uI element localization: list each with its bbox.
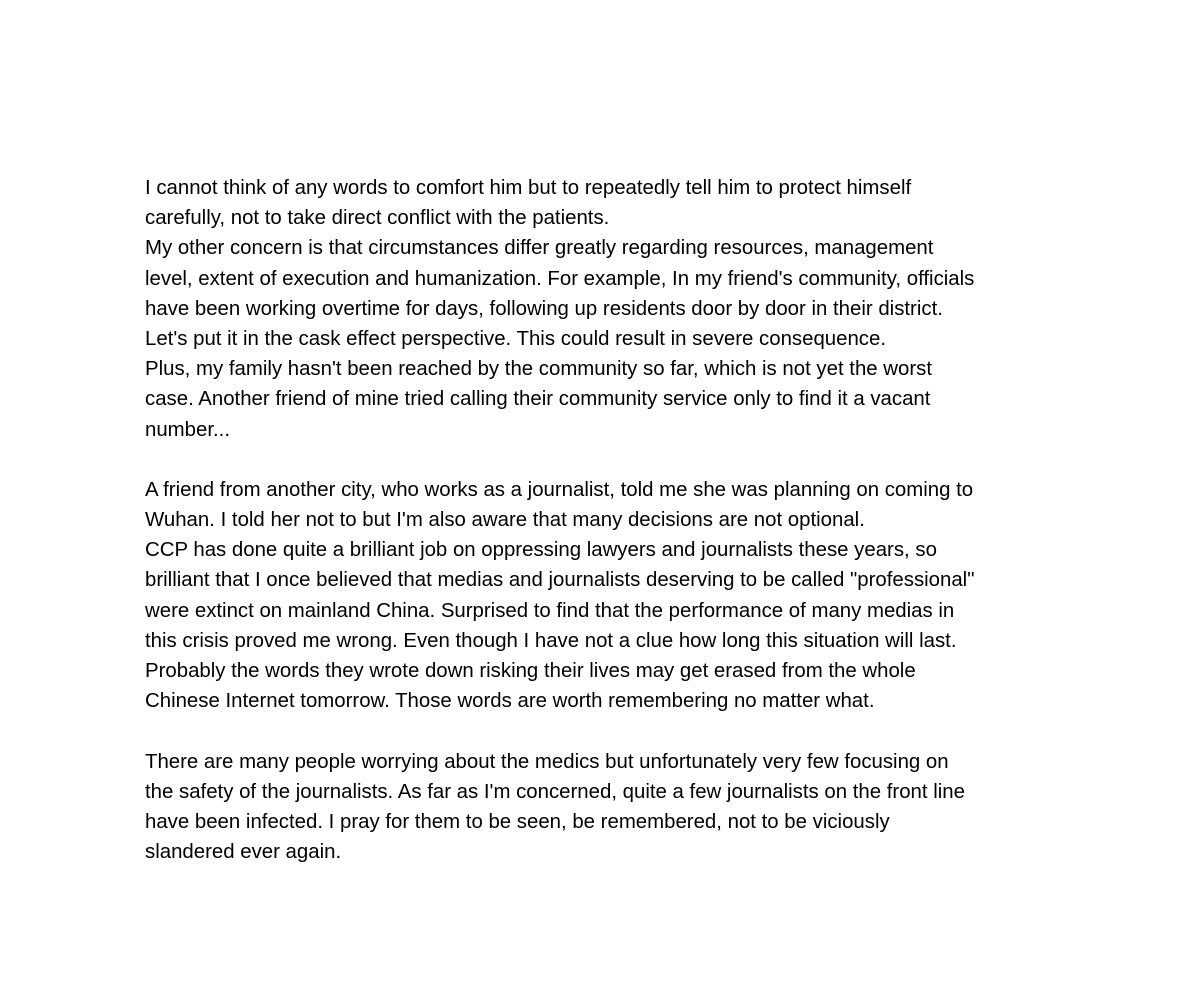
paragraph-1 bbox=[145, 173, 1057, 445]
text-line: My other concern is that circumstances differ greatly regarding resources, management bbox=[145, 237, 934, 260]
paragraph-spacer bbox=[145, 716, 1057, 746]
paragraph-2 bbox=[145, 475, 1057, 717]
text-line: slandered ever again. bbox=[145, 841, 342, 864]
text-line: level, extent of execution and humanization. For example, In my friend's community, officials bbox=[145, 267, 975, 290]
text-line: were extinct on mainland China. Surprised to find that the performance of many medias in bbox=[145, 599, 955, 622]
text-line: Plus, my family hasn't been reached by the community so far, which is not yet the worst bbox=[145, 358, 933, 381]
text-line: A friend from another city, who works as a journalist, told me she was planning on coming to bbox=[145, 478, 974, 501]
text-line: Chinese Internet tomorrow. Those words are worth remembering no matter what. bbox=[145, 690, 875, 713]
text-line: number... bbox=[145, 418, 231, 441]
text-line: CCP has done quite a brilliant job on oppressing lawyers and journalists these years, so bbox=[145, 539, 937, 562]
text-line: carefully, not to take direct conflict with the patients. bbox=[145, 207, 610, 230]
text-line: There are many people worrying about the medics but unfortunately very few focusing on bbox=[145, 750, 949, 773]
paragraph-3 bbox=[145, 747, 1057, 868]
text-line: this crisis proved me wrong. Even though I have not a clue how long this situation will last. bbox=[145, 629, 957, 652]
text-line: have been infected. I pray for them to be seen, be remembered, not to be viciously bbox=[145, 810, 890, 833]
text-line: I cannot think of any words to comfort him but to repeatedly tell him to protect himself bbox=[145, 177, 912, 199]
text-line: case. Another friend of mine tried calling their community service only to find it a vacant bbox=[145, 388, 931, 411]
text-line: brilliant that I once believed that medias and journalists deserving to be called "professional" bbox=[145, 569, 975, 592]
text-line: Wuhan. I told her not to but I'm also aware that many decisions are not optional. bbox=[145, 509, 865, 532]
text-line: Probably the words they wrote down risking their lives may get erased from the whole bbox=[145, 660, 916, 682]
document-body bbox=[145, 173, 1057, 867]
text-line: the safety of the journalists. As far as I'm concerned, quite a few journalists on the front line bbox=[145, 780, 965, 803]
text-line: have been working overtime for days, following up residents door by door in their district. bbox=[145, 297, 943, 320]
text-line: Let's put it in the cask effect perspective. This could result in severe consequence. bbox=[145, 327, 887, 350]
paragraph-spacer bbox=[145, 445, 1057, 475]
